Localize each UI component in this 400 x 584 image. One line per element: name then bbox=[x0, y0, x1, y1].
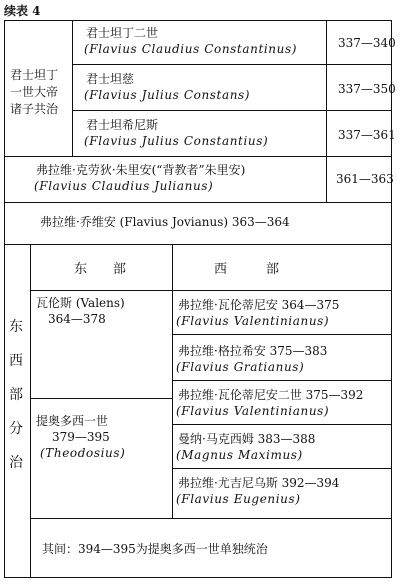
ruler-latin-name: (Flavius Julius Constans) bbox=[84, 88, 251, 102]
group-divider bbox=[4, 244, 392, 245]
west-header: 西 部 bbox=[214, 262, 280, 277]
east-header: 东 部 bbox=[74, 262, 127, 277]
ruler-latin-name: (Flavius Claudius Constantinus) bbox=[84, 42, 297, 56]
ruler-name: 弗拉维·瓦伦蒂尼安二世 375—392 bbox=[178, 388, 364, 402]
ruler-latin-name: (Flavius Valentinianus) bbox=[176, 404, 330, 418]
west-row-divider bbox=[172, 334, 392, 335]
group-label-line: 诸子共治 bbox=[10, 102, 59, 116]
ruler-latin-name: (Flavius Gratianus) bbox=[176, 360, 305, 374]
ruler-latin-name: (Flavius Claudius Julianus) bbox=[34, 179, 214, 193]
ruler-latin-name: (Flavius Eugenius) bbox=[176, 492, 301, 506]
ruler-name: 曼纳·马克西姆 383—388 bbox=[178, 432, 316, 446]
group-label-line: 一世大帝 bbox=[10, 85, 59, 99]
col-divider bbox=[326, 156, 327, 202]
group-label bbox=[10, 67, 58, 118]
ruler-latin-name: (Flavius Valentinianus) bbox=[176, 314, 330, 328]
ruler-name: 君士坦希尼斯 bbox=[86, 118, 159, 132]
ruler-name: 弗拉维·克劳狄·朱里安(“背教者”朱里安) bbox=[36, 163, 246, 177]
group-label-line: 君士坦丁 bbox=[10, 68, 59, 82]
split-side-label: 东西部分治 bbox=[9, 319, 23, 471]
ruler-name: 弗拉维·尤吉尼乌斯 392—394 bbox=[178, 476, 340, 490]
ruler-name: 君士坦慈 bbox=[86, 72, 135, 86]
reign-years: 337—361 bbox=[338, 128, 396, 142]
ruler-latin-name: (Flavius Julius Constantius) bbox=[84, 134, 269, 148]
group-divider bbox=[4, 156, 392, 157]
table-caption: 续表 4 bbox=[4, 4, 41, 18]
west-row-divider bbox=[172, 424, 392, 425]
ruler-row-jovian: 弗拉维·乔维安 (Flavius Jovianus) 363—364 bbox=[40, 215, 290, 229]
col-divider bbox=[30, 244, 31, 578]
reign-years: 364—378 bbox=[48, 312, 106, 326]
ruler-name: 弗拉维·格拉希安 375—383 bbox=[178, 344, 328, 358]
col-divider bbox=[172, 244, 173, 518]
col-divider bbox=[326, 20, 327, 156]
ruler-name: 君士坦丁二世 bbox=[86, 26, 159, 40]
reign-years: 337—350 bbox=[338, 82, 396, 96]
ruler-latin-name: (Magnus Maximus) bbox=[176, 448, 303, 462]
west-row-divider bbox=[172, 468, 392, 469]
reign-years: 337—340 bbox=[338, 36, 396, 50]
ruler-latin-name: (Theodosius) bbox=[40, 446, 126, 460]
east-row-divider bbox=[30, 398, 172, 399]
row-divider bbox=[72, 64, 392, 65]
note-divider bbox=[30, 518, 392, 519]
ruler-name: 瓦伦斯 (Valens) bbox=[36, 296, 125, 310]
row-divider bbox=[72, 110, 392, 111]
reign-years: 361—363 bbox=[336, 172, 394, 186]
ruler-name: 提奥多西一世 bbox=[36, 414, 109, 428]
ruler-name: 弗拉维·瓦伦蒂尼安 364—375 bbox=[178, 298, 340, 312]
header-divider bbox=[30, 290, 392, 291]
table-note: 其间：394—395为提奥多西一世单独统治 bbox=[42, 542, 268, 556]
west-row-divider bbox=[172, 380, 392, 381]
reign-years: 379—395 bbox=[52, 430, 110, 444]
group-divider bbox=[4, 202, 392, 203]
col-divider bbox=[72, 20, 73, 156]
